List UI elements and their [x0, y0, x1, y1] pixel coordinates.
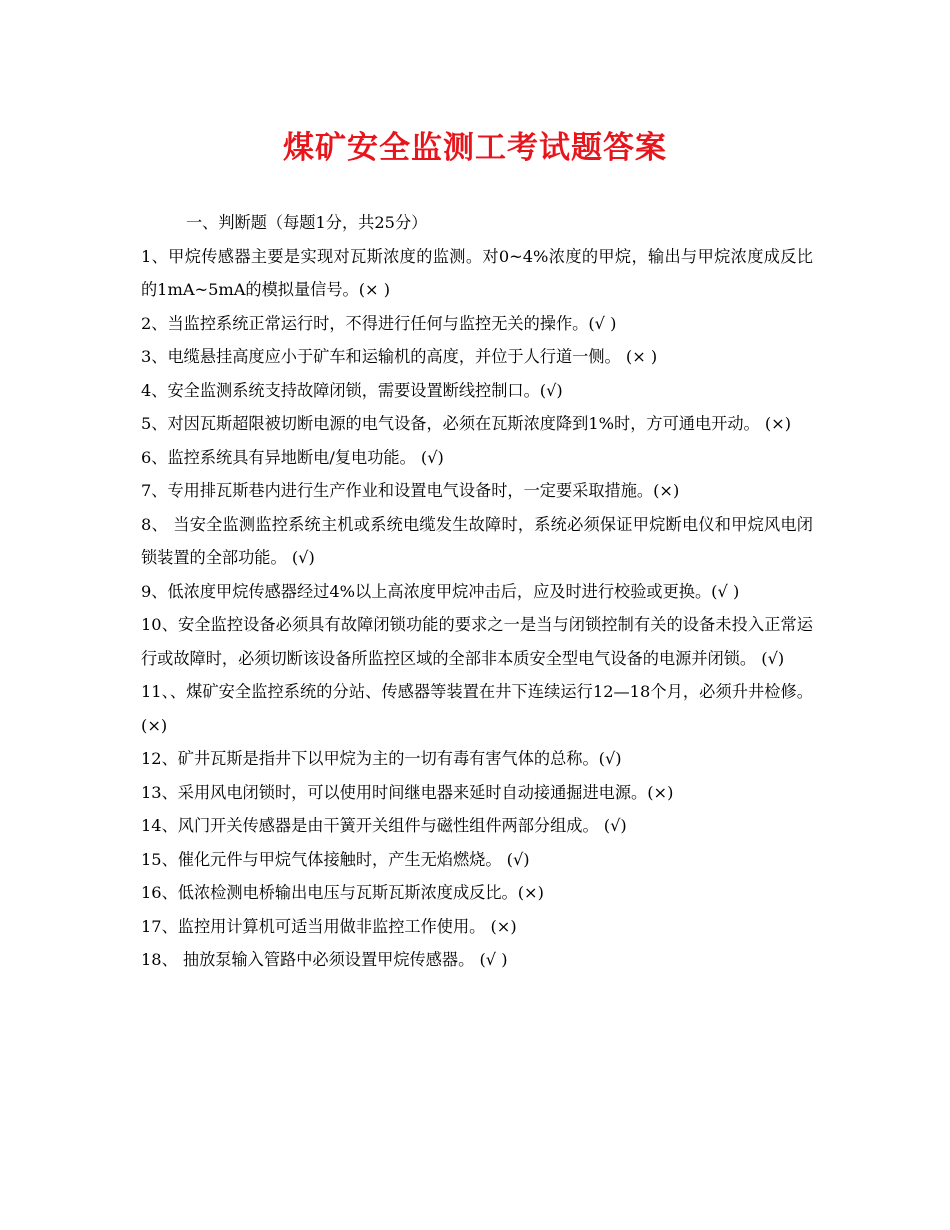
- question-item: 17、监控用计算机可适当用做非监控工作使用。 (×): [141, 916, 517, 936]
- question-item: 6、监控系统具有异地断电/复电功能。 (√): [141, 447, 444, 467]
- question-item: 5、对因瓦斯超限被切断电源的电气设备，必须在瓦斯浓度降到1%时，方可通电开动。 (×): [141, 414, 792, 433]
- question-item: 15、催化元件与甲烷气体接触时，产生无焰燃烧。 (√): [141, 849, 530, 869]
- question-item: 13、采用风电闭锁时，可以使用时间继电器来延时自动接通掘进电源。(×): [141, 782, 674, 802]
- question-item: 14、风门开关传感器是由干簧开关组件与磁性组件两部分组成。 (√): [141, 816, 627, 835]
- question-item: 11、、煤矿安全监控系统的分站、传感器等装置在井下连续运行12—18个月，必须升井检修。(×): [141, 682, 813, 735]
- section-heading: 一、判断题（每题1分，共25分）: [186, 213, 428, 232]
- question-item: 18、 抽放泵输入管路中必须设置甲烷传感器。 (√ ): [141, 950, 508, 969]
- question-item: 1、甲烷传感器主要是实现对瓦斯浓度的监测。对0~4%浓度的甲烷，输出与甲烷浓度成反比的1mA~5mA的模拟量信号。(× ): [141, 246, 813, 299]
- question-item: 8、 当安全监测监控系统主机或系统电缆发生故障时，系统必须保证甲烷断电仪和甲烷风电闭锁装置的全部功能。 (√): [141, 514, 813, 567]
- question-item: 4、安全监测系统支持故障闭锁，需要设置断线控制口。(√): [141, 380, 563, 400]
- page-title: 煤矿安全监测工考试题答案: [283, 130, 667, 166]
- question-list: [141, 206, 813, 977]
- question-item: 3、电缆悬挂高度应小于矿车和运输机的高度，并位于人行道一侧。 (× ): [141, 347, 658, 366]
- question-item: 12、矿井瓦斯是指井下以甲烷为主的一切有毒有害气体的总称。(√): [141, 749, 622, 768]
- question-item: 2、当监控系统正常运行时，不得进行任何与监控无关的操作。(√ ): [141, 313, 617, 333]
- question-item: 9、低浓度甲烷传感器经过4%以上高浓度甲烷冲击后，应及时进行校验或更换。(√ ): [141, 581, 740, 601]
- question-item: 7、专用排瓦斯巷内进行生产作业和设置电气设备时，一定要采取措施。(×): [141, 481, 680, 500]
- question-item: 10、安全监控设备必须具有故障闭锁功能的要求之一是当与闭锁控制有关的设备未投入正常运行或故障时，必须切断该设备所监控区域的全部非本质安全型电气设备的电源并闭锁。 (√): [141, 615, 813, 668]
- question-item: 16、低浓检测电桥输出电压与瓦斯瓦斯浓度成反比。(×): [141, 883, 544, 902]
